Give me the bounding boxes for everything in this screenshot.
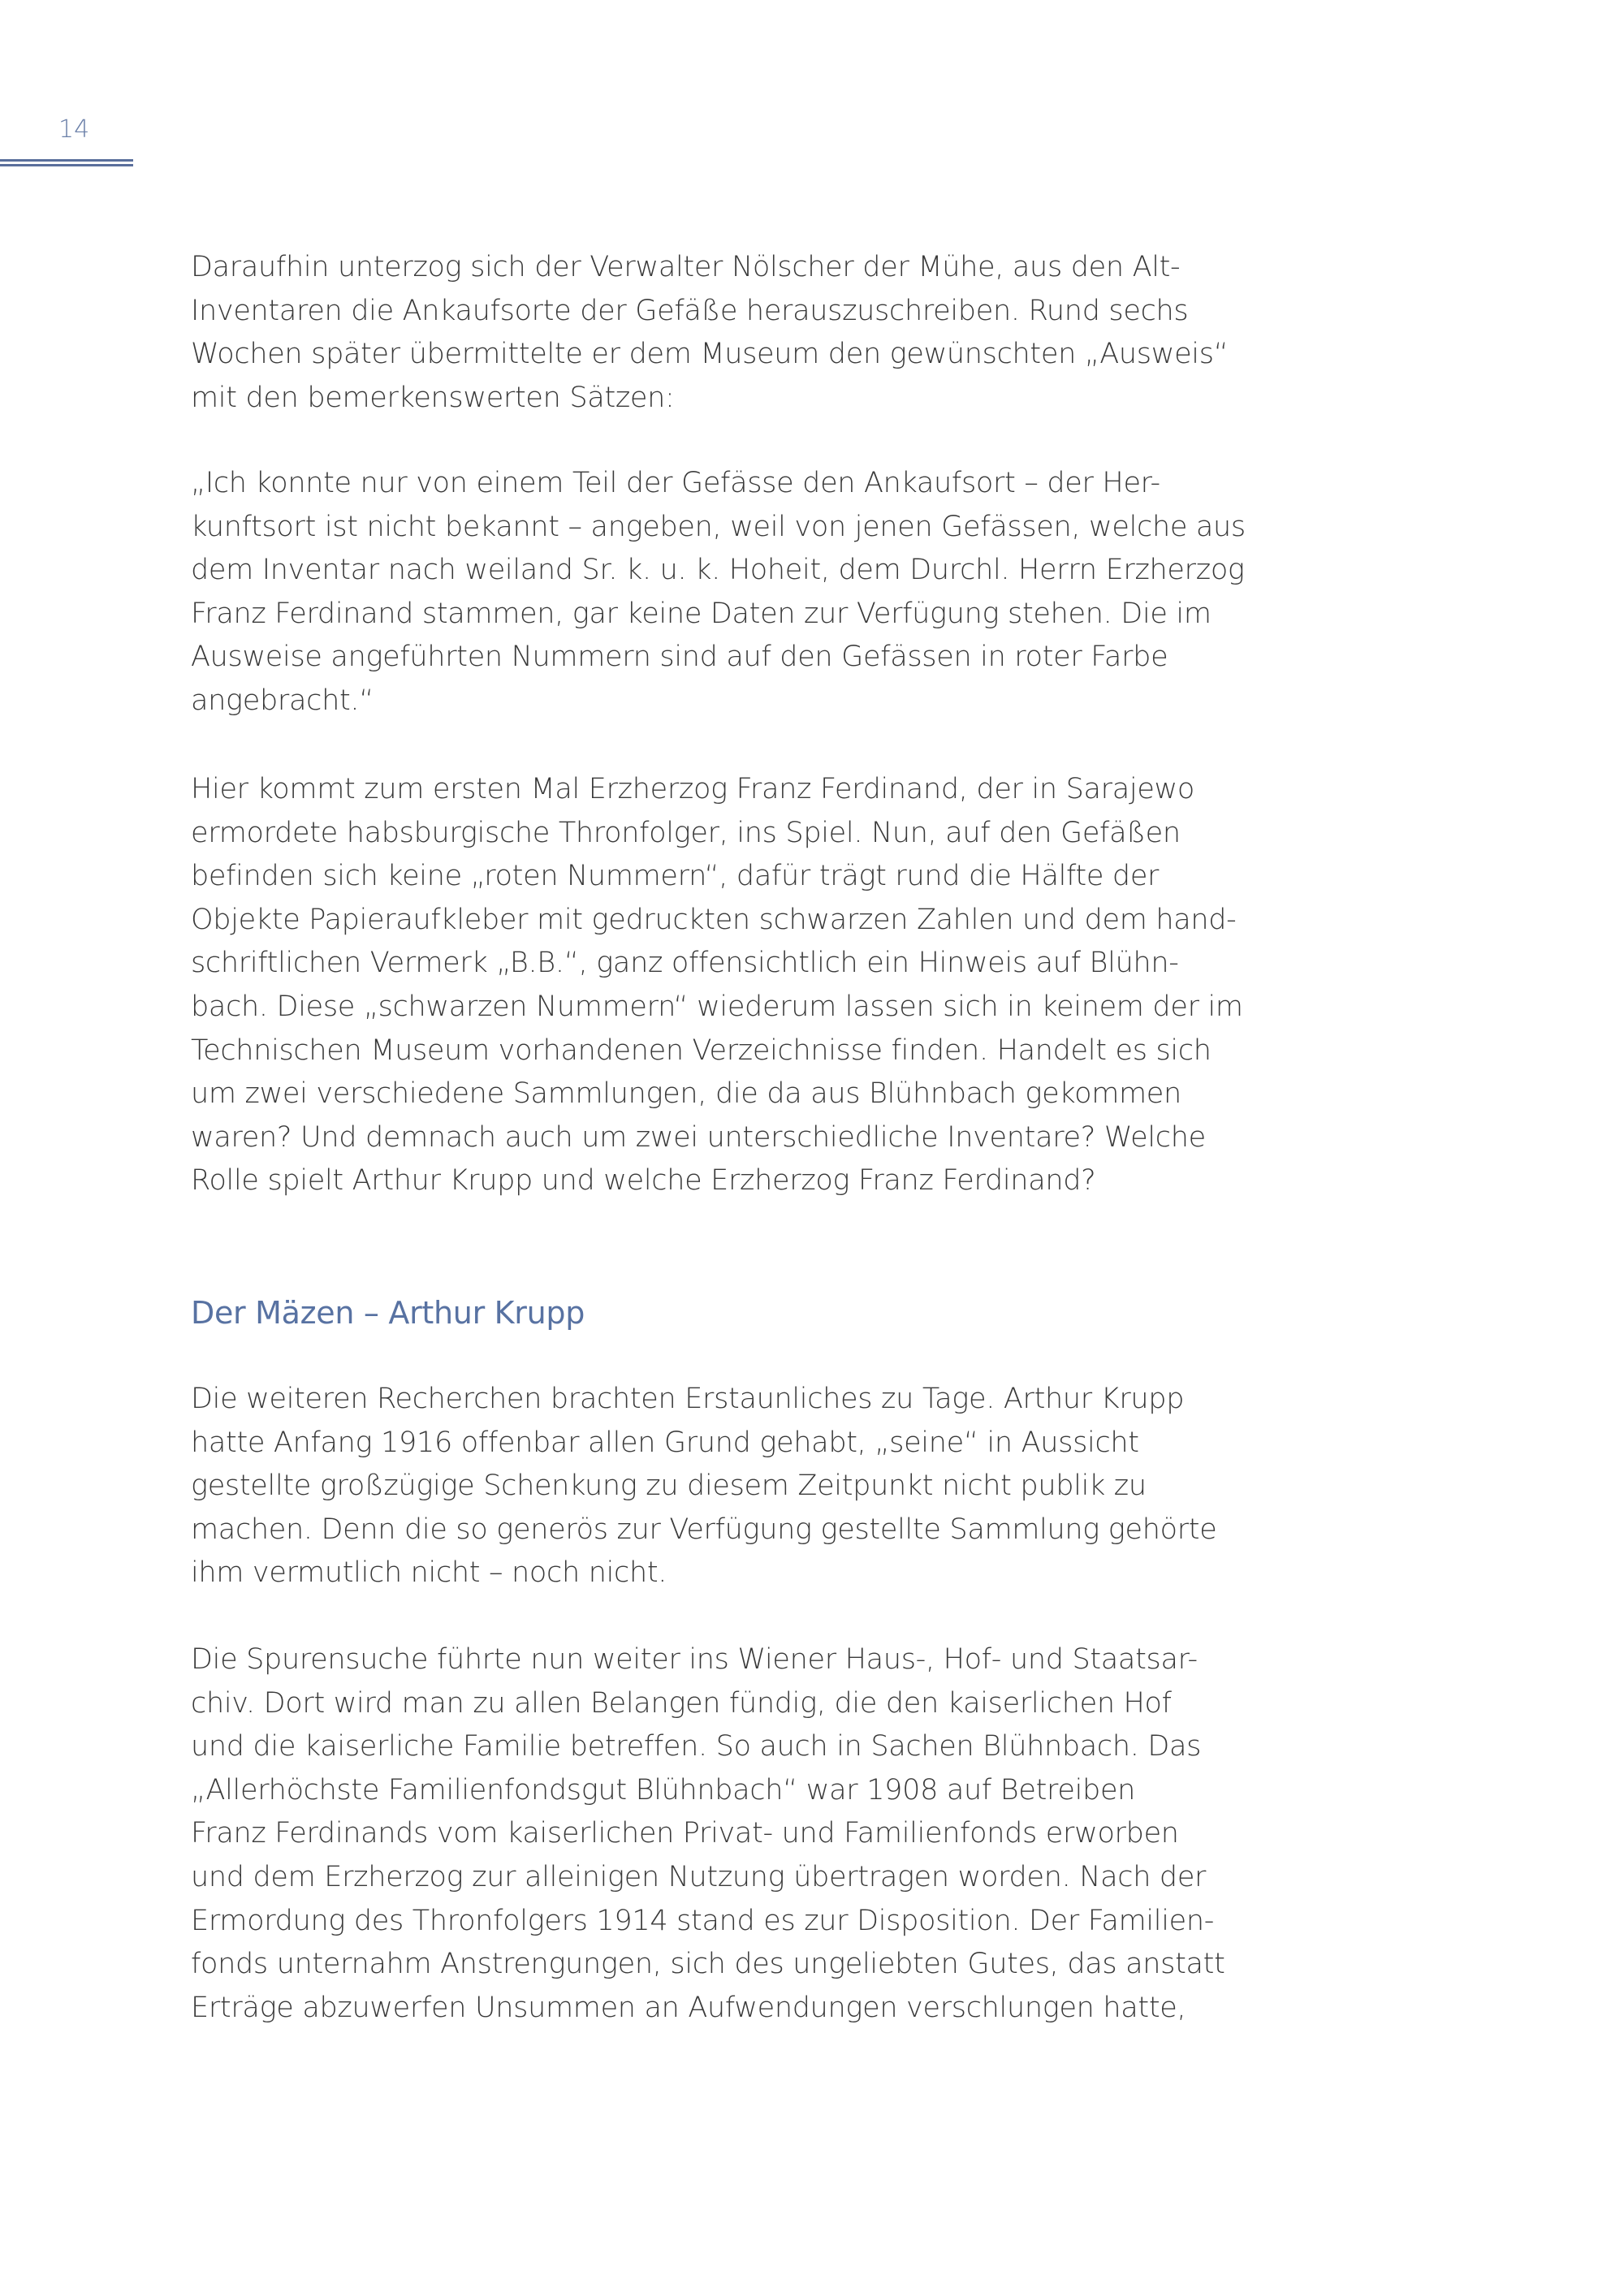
paragraph xyxy=(191,246,1229,420)
paragraph xyxy=(191,768,1243,1203)
text-line: befinden sich keine „roten Nummern“, dafür trägt rund die Hälfte der xyxy=(191,860,1160,893)
text-line: mit den bemerkenswerten Sätzen: xyxy=(191,381,675,414)
text-line: Ausweise angeführten Nummern sind auf den Gefässen in roter Farbe xyxy=(191,641,1168,674)
text-line: Objekte Papieraufkleber mit gedruckten schwarzen Zahlen und dem hand- xyxy=(191,903,1237,936)
text-line: Hier kommt zum ersten Mal Erzherzog Franz Ferdinand, der in Sarajewo xyxy=(191,773,1194,805)
text-line: machen. Denn die so generös zur Verfügung gestellte Sammlung gehörte xyxy=(191,1513,1217,1546)
text-line: bach. Diese „schwarzen Nummern“ wiederum lassen sich in keinem der im xyxy=(191,990,1243,1023)
text-line: angebracht.“ xyxy=(191,684,374,717)
text-line: fonds unternahm Anstrengungen, sich des ungeliebten Gutes, das anstatt xyxy=(191,1948,1225,1981)
text-line: Erträge abzuwerfen Unsummen an Aufwendungen verschlungen hatte, xyxy=(191,1991,1186,2024)
text-line: Ermordung des Thronfolgers 1914 stand es zur Disposition. Der Familien- xyxy=(191,1904,1215,1937)
section-heading: Der Mäzen – Arthur Krupp xyxy=(191,1295,585,1331)
text-line: und dem Erzherzog zur alleinigen Nutzung übertragen worden. Nach der xyxy=(191,1860,1207,1893)
text-line: Die Spurensuche führte nun weiter ins Wiener Haus-, Hof- und Staatsar- xyxy=(191,1643,1198,1676)
text-line: Die weiteren Recherchen brachten Erstaunliches zu Tage. Arthur Krupp xyxy=(191,1383,1185,1415)
text-line: ihm vermutlich nicht – noch nicht. xyxy=(191,1556,667,1590)
page-number: 14 xyxy=(58,115,90,144)
text-line: kunftsort ist nicht bekannt – angeben, weil von jenen Gefässen, welche aus xyxy=(191,510,1246,543)
text-line: chiv. Dort wird man zu allen Belangen fündig, die den kaiserlichen Hof xyxy=(191,1686,1172,1720)
text-line: gestellte großzügige Schenkung zu diesem Zeitpunkt nicht publik zu xyxy=(191,1470,1147,1503)
header-rule xyxy=(0,159,133,162)
text-line: Inventaren die Ankaufsorte der Gefäße herauszuschreiben. Rund sechs xyxy=(191,294,1189,327)
text-line: dem Inventar nach weiland Sr. k. u. k. Hoheit, dem Durchl. Herrn Erzherzog xyxy=(191,554,1245,587)
header-rule xyxy=(0,164,133,166)
text-line: schriftlichen Vermerk „B.B.“, ganz offensichtlich ein Hinweis auf Blühn- xyxy=(191,947,1179,980)
text-line: und die kaiserliche Familie betreffen. So auch in Sachen Blühnbach. Das xyxy=(191,1730,1202,1763)
text-line: Rolle spielt Arthur Krupp und welche Erzherzog Franz Ferdinand? xyxy=(191,1164,1096,1198)
text-line: „Ich konnte nur von einem Teil der Gefässe den Ankaufsort – der Her- xyxy=(191,467,1160,499)
text-line: Franz Ferdinands vom kaiserlichen Privat- und Familienfonds erworben xyxy=(191,1817,1179,1850)
paragraph xyxy=(191,1638,1225,2030)
text-line: waren? Und demnach auch um zwei unterschiedliche Inventare? Welche xyxy=(191,1120,1206,1154)
text-line: Wochen später übermittelte er dem Museum den gewünschten „Ausweis“ xyxy=(191,338,1229,371)
text-line: Technischen Museum vorhandenen Verzeichnisse finden. Handelt es sich xyxy=(191,1034,1212,1067)
text-line: hatte Anfang 1916 offenbar allen Grund gehabt, „seine“ in Aussicht xyxy=(191,1426,1139,1459)
text-line: Franz Ferdinand stammen, gar keine Daten zur Verfügung stehen. Die im xyxy=(191,597,1212,630)
paragraph xyxy=(191,1378,1216,1595)
text-line: ermordete habsburgische Thronfolger, ins Spiel. Nun, auf den Gefäßen xyxy=(191,816,1181,849)
text-line: um zwei verschiedene Sammlungen, die da aus Blühnbach gekommen xyxy=(191,1077,1181,1111)
text-line: „Allerhöchste Familienfondsgut Blühnbach“ war 1908 auf Betreiben xyxy=(191,1773,1136,1806)
quote-paragraph xyxy=(191,462,1246,723)
text-line: Daraufhin unterzog sich der Verwalter Nölscher der Mühe, aus den Alt- xyxy=(191,251,1181,283)
